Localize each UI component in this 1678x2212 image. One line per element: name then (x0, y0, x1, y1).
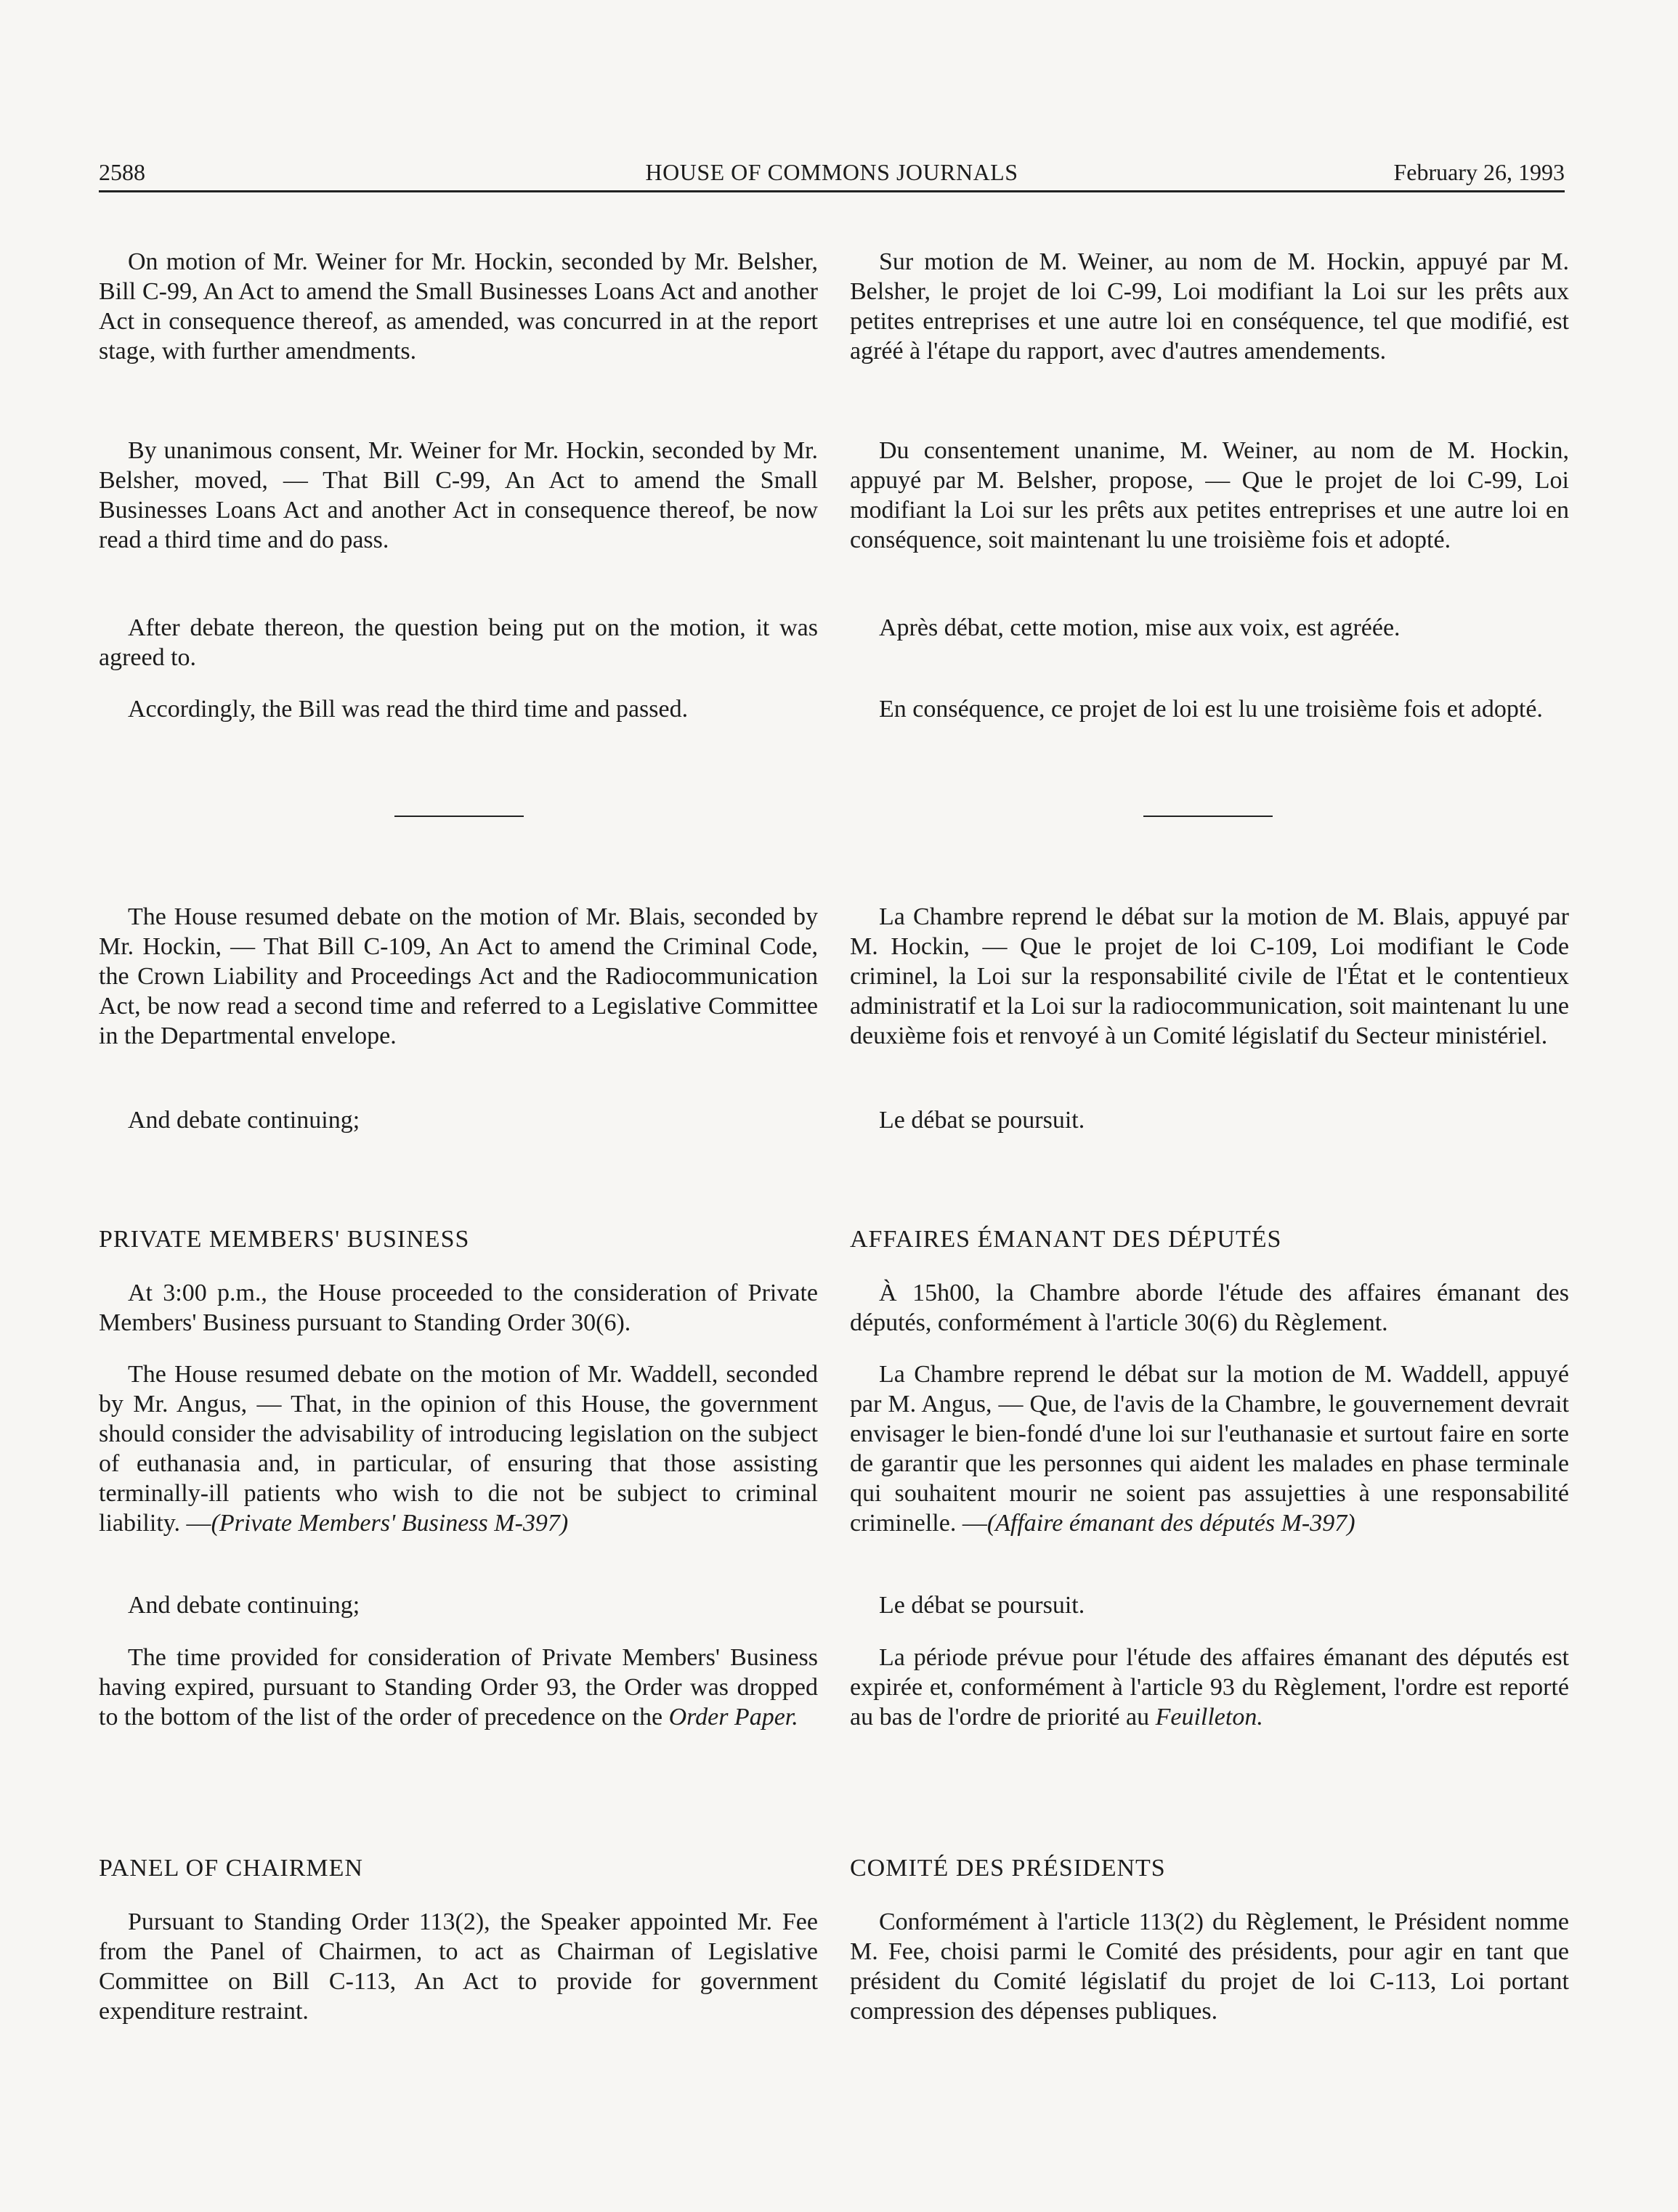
en-order-dropped (99, 1643, 818, 1732)
en-chairman-appointment: Pursuant to Standing Order 113(2), the Speaker appointed Mr. Fee from the Panel of Chairmen, to act as Chairman of Legislative Committee on Bill C-113, An Act to provide for government expenditure restraint. (99, 1908, 818, 2025)
fr-motion-c109: La Chambre reprend le débat sur la motion de M. Blais, appuyé par M. Hockin, — Que le projet de loi C-109, Loi modifiant le Code criminel, la Loi sur la responsabilité civile de l'État et le contentieux administratif et la Loi sur la radiocommunication, soit maintenant lu une deuxième fois et renvoyé à un Comité législatif du Secteur ministériel. (850, 903, 1569, 1049)
en-private-members-business-start: At 3:00 p.m., the House proceeded to the consideration of Private Members' Business pursuant to Standing Order 30(6). (99, 1280, 818, 1336)
en-motion-c99-report-stage: On motion of Mr. Weiner for Mr. Hockin, seconded by Mr. Belsher, Bill C-99, An Act to amend the Small Businesses Loans Act and another Act in consequence thereof, as amended, was concurred in at the report stage, with further amendments. (99, 248, 818, 365)
fr-motion-c99-report-stage: Sur motion de M. Weiner, au nom de M. Hockin, appuyé par M. Belsher, le projet de loi C-99, Loi modifiant la Loi sur les prêts aux petites entreprises et une autre loi en conséquence, tel que modifié, est agréé à l'étape du rapport, avec d'autres amendements. (850, 248, 1569, 365)
en-debate-continuing-2: And debate continuing; (128, 1592, 360, 1619)
section-divider-fr (1143, 816, 1273, 817)
en-debate-agreed: After debate thereon, the question being put on the motion, it was agreed to. (99, 614, 818, 671)
fr-debate-continuing-2: Le débat se poursuit. (879, 1592, 1085, 1619)
fr-private-members-business-start: À 15h00, la Chambre aborde l'étude des affaires émanant des députés, conformément à l'article 30(6) du Règlement. (850, 1280, 1569, 1336)
en-motion-m397-ref: (Private Members' Business M-397) (211, 1510, 569, 1537)
fr-motion-m397-ref: (Affaire émanant des députés M-397) (986, 1510, 1355, 1537)
en-motion-c99-third-reading: By unanimous consent, Mr. Weiner for Mr. Hockin, seconded by Mr. Belsher, moved, — That Bill C-99, An Act to amend the Small Businesses Loans Act and another Act in consequence thereof, be now read a third time and do pass. (99, 437, 818, 553)
fr-motion-m397 (850, 1359, 1569, 1538)
fr-debate-agreed: Après débat, cette motion, mise aux voix, est agréée. (879, 614, 1401, 641)
page-header (99, 155, 1565, 192)
fr-motion-m397-text: La Chambre reprend le débat sur la motion de M. Waddell, appuyé par M. Angus, — Que, de l'avis de la Chambre, le gouvernement devrait envisager le bien-fondé d'une loi sur l'euthanasie et surtout faire en sorte de garantir que les personnes qui aident les malades en phase terminale qui souhaitent mourir ne soient pas assujetties à une responsabilité criminelle. — (850, 1361, 1569, 1537)
en-motion-m397 (99, 1359, 818, 1538)
fr-bill-passed: En conséquence, ce projet de loi est lu une troisième fois et adopté. (879, 696, 1543, 723)
en-debate-continuing-1: And debate continuing; (128, 1107, 360, 1134)
en-motion-m397-text: The House resumed debate on the motion of Mr. Waddell, seconded by Mr. Angus, — That, in the opinion of this House, the government should consider the advisability of introducing legislation on the subject of euthanasia and, in particular, of ensuring that those assisting terminally-ill patients who wish to die not be subject to criminal liability. — (99, 1361, 818, 1537)
en-order-paper-ref: Order Paper. (668, 1704, 798, 1731)
en-heading-private-members-business: PRIVATE MEMBERS' BUSINESS (99, 1226, 470, 1253)
fr-chairman-appointment: Conformément à l'article 113(2) du Règlement, le Président nomme M. Fee, choisi parmi le Comité des présidents, pour agir en tant que président du Comité législatif du projet de loi C-113, Loi portant compression des dépenses publiques. (850, 1908, 1569, 2025)
page-number: 2588 (99, 159, 145, 185)
fr-motion-c99-third-reading: Du consentement unanime, M. Weiner, au nom de M. Hockin, appuyé par M. Belsher, propose, — Que le projet de loi C-99, Loi modifiant la Loi sur les prêts aux petites entreprises et une autre loi en conséquence, soit maintenant lu une troisième fois et adopté. (850, 437, 1569, 553)
journal-title: HOUSE OF COMMONS JOURNALS (645, 159, 1018, 185)
en-motion-c109: The House resumed debate on the motion of Mr. Blais, seconded by Mr. Hockin, — That Bill C-109, An Act to amend the Criminal Code, the Crown Liability and Proceedings Act and the Radiocommunication Act, be now read a second time and referred to a Legislative Committee in the Departmental envelope. (99, 903, 818, 1049)
journal-date: February 26, 1993 (1393, 159, 1565, 185)
fr-order-dropped-text: La période prévue pour l'étude des affaires émanant des députés est expirée et, conformément à l'article 93 du Règlement, l'ordre est reporté au bas de l'ordre de priorité au (850, 1644, 1569, 1731)
en-heading-panel-of-chairmen: PANEL OF CHAIRMEN (99, 1855, 363, 1882)
section-divider-en (394, 816, 524, 817)
en-order-dropped-text: The time provided for consideration of Private Members' Business having expired, pursuant to Standing Order 93, the Order was dropped to the bottom of the list of the order of precedence on the (99, 1644, 818, 1731)
fr-heading-affaires-emanant-des-deputes: AFFAIRES ÉMANANT DES DÉPUTÉS (850, 1226, 1282, 1253)
fr-heading-comite-des-presidents: COMITÉ DES PRÉSIDENTS (850, 1855, 1166, 1882)
fr-feuilleton-ref: Feuilleton. (1155, 1704, 1263, 1731)
en-bill-passed: Accordingly, the Bill was read the third time and passed. (128, 696, 689, 723)
fr-order-dropped (850, 1643, 1569, 1732)
fr-debate-continuing-1: Le débat se poursuit. (879, 1107, 1085, 1134)
